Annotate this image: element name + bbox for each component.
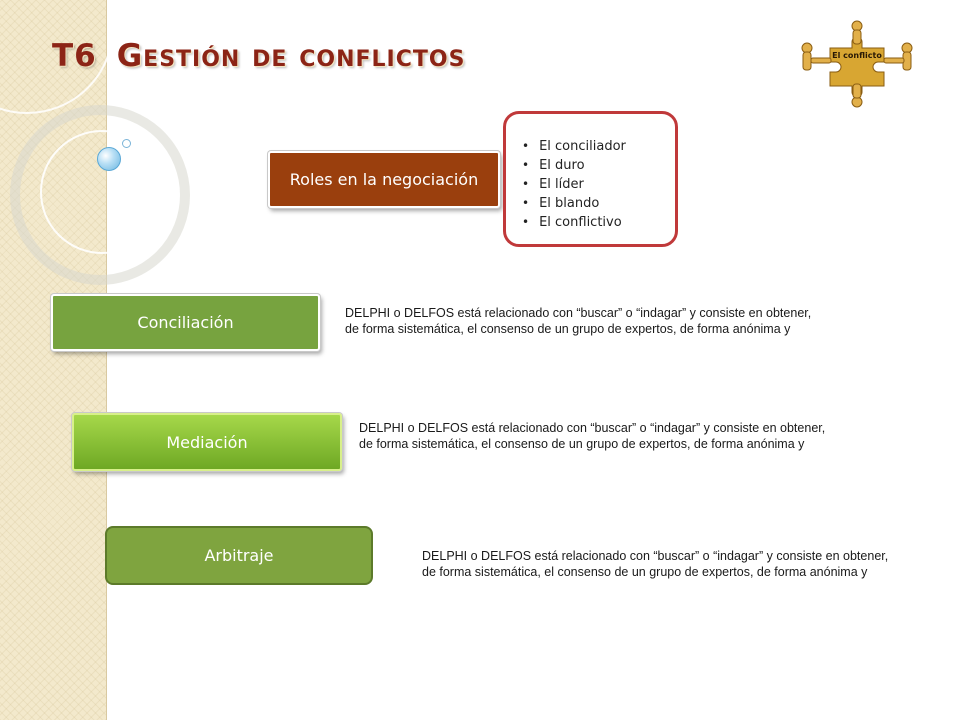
conflict-puzzle-logo-icon: [795, 18, 920, 110]
roles-negotiation-label: Roles en la negociación: [289, 170, 479, 189]
title-number: T6: [52, 38, 97, 74]
mediacion-button[interactable]: [72, 413, 342, 471]
slide-title: [52, 38, 465, 74]
decorative-small-bubble-icon: [122, 139, 131, 148]
roles-negotiation-button[interactable]: [268, 151, 500, 208]
conciliacion-label: Conciliación: [137, 313, 234, 332]
list-item: • El líder: [522, 175, 626, 194]
roles-list-box: [503, 111, 678, 247]
decorative-side-strip: [0, 0, 107, 720]
list-item: • El conciliador: [522, 137, 626, 156]
roles-list: [522, 137, 626, 232]
mediacion-label: Mediación: [166, 432, 248, 452]
arbitraje-description: DELPHI o DELFOS está relacionado con “buscar” o “indagar” y consiste en obtener, de forma sistemática, el consenso de un grupo de expertos, de forma anónima y: [422, 549, 889, 579]
arbitraje-button[interactable]: [105, 526, 373, 585]
title-text: Gestión de conflictos: [116, 38, 466, 74]
arbitraje-label: Arbitraje: [204, 546, 274, 565]
conciliacion-button[interactable]: [51, 294, 320, 351]
list-item: • El duro: [522, 156, 626, 175]
list-item: • El conflictivo: [522, 213, 626, 232]
decorative-bubble-icon: [97, 147, 121, 171]
conciliacion-description: DELPHI o DELFOS está relacionado con “buscar” o “indagar” y consiste en obtener, de forma sistemática, el consenso de un grupo de expertos, de forma anónima y: [345, 306, 812, 336]
mediacion-description: DELPHI o DELFOS está relacionado con “buscar” o “indagar” y consiste en obtener, de forma sistemática, el consenso de un grupo de expertos, de forma anónima y: [359, 421, 826, 451]
list-item: • El blando: [522, 194, 626, 213]
logo-label: El conflicto: [832, 51, 882, 60]
